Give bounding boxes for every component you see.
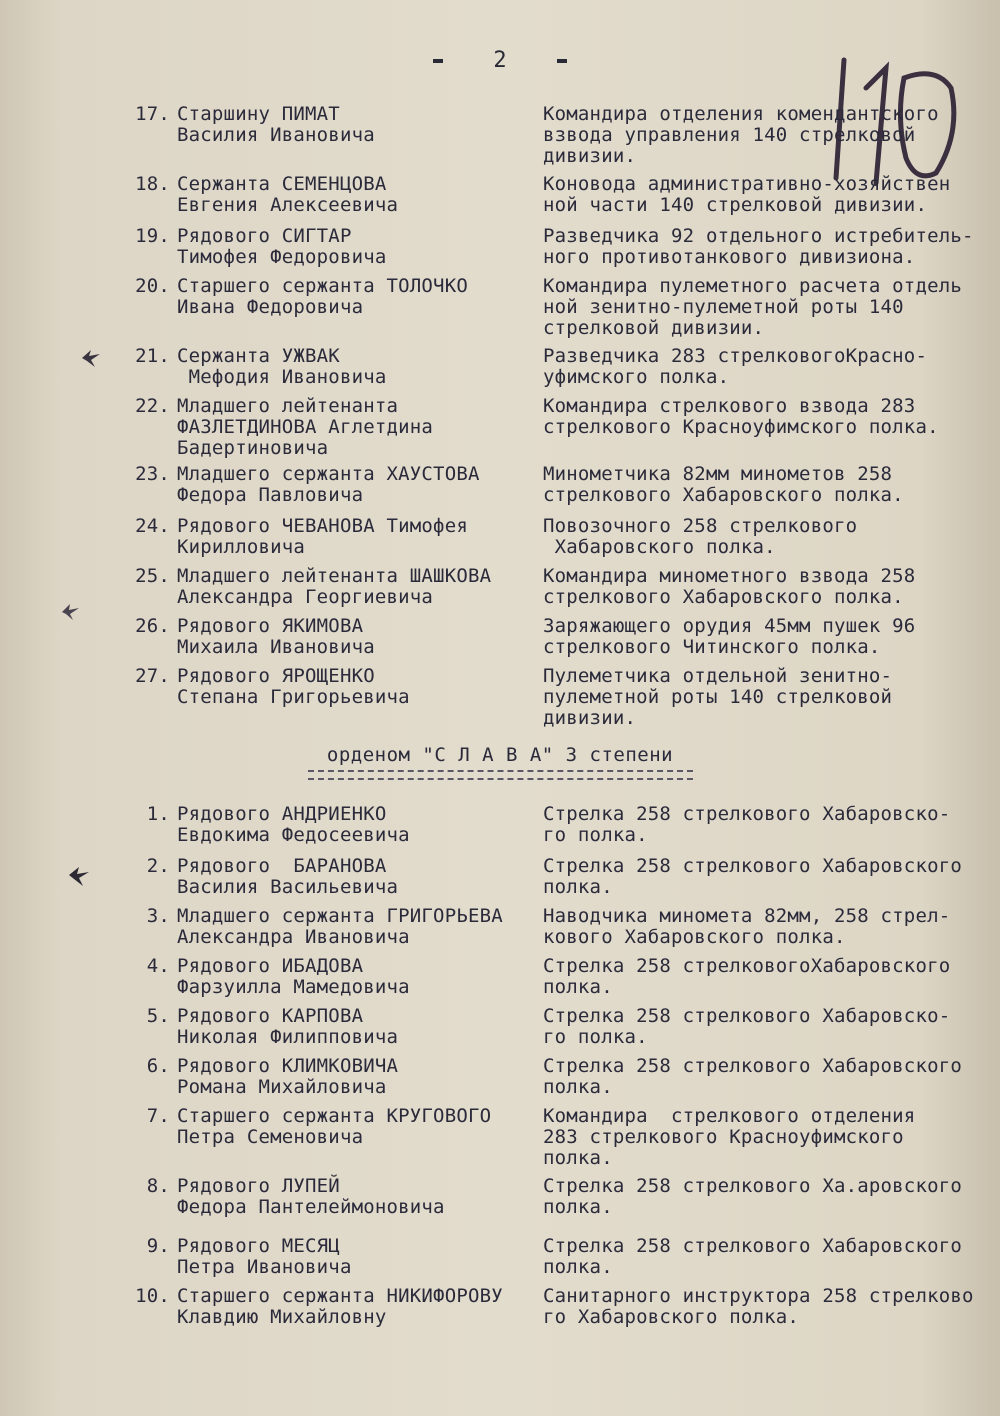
entry-position [543, 1286, 1000, 1328]
name-line: Младшего лейтенанта [177, 395, 399, 417]
entry-number: 23. [135, 463, 170, 485]
name-line: Петра Ивановича [177, 1256, 352, 1278]
entry-position [543, 1106, 1000, 1169]
entry-name [177, 666, 537, 708]
name-line: Федора Павловича [177, 484, 364, 506]
entry-position [543, 1176, 1000, 1218]
entry-name [177, 396, 537, 459]
position-line: Минометчика 82мм минометов 258 [543, 463, 893, 485]
entry-name [177, 1056, 537, 1098]
entry-position [543, 804, 1000, 846]
entry-number: 18. [135, 173, 170, 195]
position-line: Командира минометного взвода 258 [543, 565, 916, 587]
name-line: Старшего сержанта НИКИФОРОВУ [177, 1285, 503, 1307]
entry-name [177, 1006, 537, 1048]
position-line: Повозочного 258 стрелкового [543, 515, 858, 537]
name-line: Рядового БАРАНОВА [177, 855, 387, 877]
position-line: стрелкового Красноуфимского полка. [543, 416, 939, 438]
name-line: Рядового ЛУПЕЙ [177, 1175, 340, 1197]
name-line: Степана Григорьевича [177, 686, 410, 708]
position-line: Наводчика миномета 82мм, 258 стрел- [543, 905, 951, 927]
entry-number: 8. [146, 1175, 170, 1197]
name-line: Рядового АНДРИЕНКО [177, 803, 387, 825]
position-line: дивизии. [543, 707, 637, 729]
position-line: Разведчика 283 стрелковогоКрасно- [543, 345, 928, 367]
name-line: Михаила Ивановича [177, 636, 375, 658]
entry-name [177, 226, 537, 268]
entry-name [177, 1236, 537, 1278]
position-line: стрелкового Хабаровского полка. [543, 484, 904, 506]
position-line: стрелковой дивизии. [543, 317, 765, 339]
entry-number: 9. [146, 1235, 170, 1257]
position-line: Санитарного инструктора 258 стрелково [543, 1285, 974, 1307]
position-line: Заряжающего орудия 45мм пушек 96 [543, 615, 916, 637]
entry-number: 7. [146, 1105, 170, 1127]
name-line: Младшего лейтенанта ШАШКОВА [177, 565, 492, 587]
entry-name [177, 174, 537, 216]
entry-position [543, 276, 1000, 339]
name-line: Младшего сержанта ГРИГОРЬЕВА [177, 905, 503, 927]
name-line: Рядового КЛИМКОВИЧА [177, 1055, 399, 1077]
position-line: го полка. [543, 824, 648, 846]
position-line: Пулеметчика отдельной зенитно- [543, 665, 893, 687]
name-line: Фарзуилла Мамедовича [177, 976, 410, 998]
entry-name [177, 906, 537, 948]
entry-position [543, 174, 1000, 216]
punch-mark [58, 598, 84, 624]
entry-name [177, 804, 537, 846]
name-line: Александра Ивановича [177, 926, 410, 948]
entry-position [543, 616, 1000, 658]
position-line: Стрелка 258 стрелковогоХабаровского [543, 955, 951, 977]
position-line: Стрелка 258 стрелкового Хабаровско- [543, 1005, 951, 1027]
entry-position [543, 104, 1000, 167]
position-line: ной части 140 стрелковой дивизии. [543, 194, 928, 216]
name-line: Мефодия Ивановича [177, 366, 387, 388]
entry-name [177, 346, 537, 388]
entry-number: 27. [135, 665, 170, 687]
name-line: Василия Васильевича [177, 876, 399, 898]
name-line: Рядового ЯКИМОВА [177, 615, 364, 637]
entry-name [177, 956, 537, 998]
name-line: Евгения Алексеевича [177, 194, 399, 216]
entry-position [543, 346, 1000, 388]
entry-number: 1. [146, 803, 170, 825]
entry-number: 4. [146, 955, 170, 977]
name-line: Романа Михайловича [177, 1076, 387, 1098]
name-line: Федора Пантелеймоновича [177, 1196, 445, 1218]
position-line: го Хабаровского полка. [543, 1306, 800, 1328]
entry-position [543, 226, 1000, 268]
punch-mark [78, 345, 104, 371]
position-line: дивизии. [543, 145, 637, 167]
entry-number: 26. [135, 615, 170, 637]
entry-name [177, 1176, 537, 1218]
position-line: стрелкового Читинского полка. [543, 636, 881, 658]
entry-position [543, 464, 1000, 506]
entry-name [177, 856, 537, 898]
name-line: Старшего сержанта ТОЛОЧКО [177, 275, 468, 297]
name-line: Василия Ивановича [177, 124, 375, 146]
name-line: Младшего сержанта ХАУСТОВА [177, 463, 480, 485]
punch-mark [66, 863, 92, 889]
section-heading: орденом "С Л А В А" 3 степени [0, 744, 1000, 780]
entry-number: 25. [135, 565, 170, 587]
entry-position [543, 666, 1000, 729]
position-line: пулеметной роты 140 стрелковой [543, 686, 893, 708]
name-line: Старшего сержанта КРУГОВОГО [177, 1105, 492, 1127]
entry-name [177, 464, 537, 506]
position-line: Разведчика 92 отдельного истребитель- [543, 225, 974, 247]
entry-name [177, 104, 537, 146]
position-line: Командира стрелкового взвода 283 [543, 395, 916, 417]
position-line: полка. [543, 976, 613, 998]
entry-number: 5. [146, 1005, 170, 1027]
position-line: Стрелка 258 стрелкового Хабаровско- [543, 803, 951, 825]
name-line: Бадертиновича [177, 437, 329, 459]
entry-number: 21. [135, 345, 170, 367]
position-line: ного противотанкового дивизиона. [543, 246, 916, 268]
entry-number: 10. [135, 1285, 170, 1307]
entry-name [177, 1286, 537, 1328]
name-line: Рядового КАРПОВА [177, 1005, 364, 1027]
entry-number: 2. [146, 855, 170, 877]
name-line: Александра Георгиевича [177, 586, 434, 608]
name-line: Петра Семеновича [177, 1126, 364, 1148]
name-line: Рядового ИБАДОВА [177, 955, 364, 977]
position-line: Коновода административно-хозяйствен [543, 173, 951, 195]
page-number: 2 [0, 48, 1000, 73]
entry-position [543, 856, 1000, 898]
entry-number: 6. [146, 1055, 170, 1077]
position-line: ной зенитно-пулеметной роты 140 [543, 296, 904, 318]
entry-number: 22. [135, 395, 170, 417]
name-line: Клавдию Михайловну [177, 1306, 387, 1328]
entry-number: 3. [146, 905, 170, 927]
entry-number: 19. [135, 225, 170, 247]
entry-position [543, 1056, 1000, 1098]
entry-name [177, 516, 537, 558]
entry-position [543, 956, 1000, 998]
name-line: Николая Филипповича [177, 1026, 399, 1048]
name-line: Рядового ЧЕВАНОВА Тимофея [177, 515, 468, 537]
entry-name [177, 276, 537, 318]
position-line: Командира пулеметного расчета отдель [543, 275, 963, 297]
position-line: Стрелка 258 стрелкового Ха.аровского [543, 1175, 963, 1197]
entry-position [543, 1236, 1000, 1278]
name-line: ФАЗЛЕТДИНОВА Аглетдина [177, 416, 434, 438]
position-line: полка. [543, 1076, 613, 1098]
entry-number: 24. [135, 515, 170, 537]
entry-position [543, 516, 1000, 558]
name-line: Тимофея Федоровича [177, 246, 387, 268]
position-line: уфимского полка. [543, 366, 730, 388]
name-line: Рядового ЯРОЩЕНКО [177, 665, 375, 687]
name-line: Ивана Федоровича [177, 296, 364, 318]
entry-position [543, 566, 1000, 608]
name-line: Рядового МЕСЯЦ [177, 1235, 340, 1257]
position-line: полка. [543, 1256, 613, 1278]
position-line: взвода управления 140 стрелковой [543, 124, 916, 146]
entry-position [543, 396, 1000, 438]
position-line: го полка. [543, 1026, 648, 1048]
entry-position [543, 1006, 1000, 1048]
position-line: Стрелка 258 стрелкового Хабаровского [543, 1055, 963, 1077]
position-line: Стрелка 258 стрелкового Хабаровского [543, 855, 963, 877]
position-line: полка. [543, 1147, 613, 1169]
entry-name [177, 1106, 537, 1148]
entry-number: 17. [135, 103, 170, 125]
position-line: Командира стрелкового отделения [543, 1105, 916, 1127]
position-line: 283 стрелкового Красноуфимского [543, 1126, 904, 1148]
entry-name [177, 616, 537, 658]
position-line: стрелкового Хабаровского полка. [543, 586, 904, 608]
position-line: Хабаровского полка. [543, 536, 776, 558]
position-line: Командира отделения комендантского [543, 103, 939, 125]
position-line: полка. [543, 876, 613, 898]
entry-position [543, 906, 1000, 948]
position-line: кового Хабаровского полка. [543, 926, 846, 948]
name-line: Кирилловича [177, 536, 306, 558]
position-line: полка. [543, 1196, 613, 1218]
name-line: Рядового СИГТАР [177, 225, 352, 247]
position-line: Стрелка 258 стрелкового Хабаровского [543, 1235, 963, 1257]
entry-number: 20. [135, 275, 170, 297]
name-line: Сержанта СЕМЕНЦОВА [177, 173, 387, 195]
entry-name [177, 566, 537, 608]
name-line: Старшину ПИМАТ [177, 103, 340, 125]
name-line: Сержанта УЖВАК [177, 345, 340, 367]
name-line: Евдокима Федосеевича [177, 824, 410, 846]
